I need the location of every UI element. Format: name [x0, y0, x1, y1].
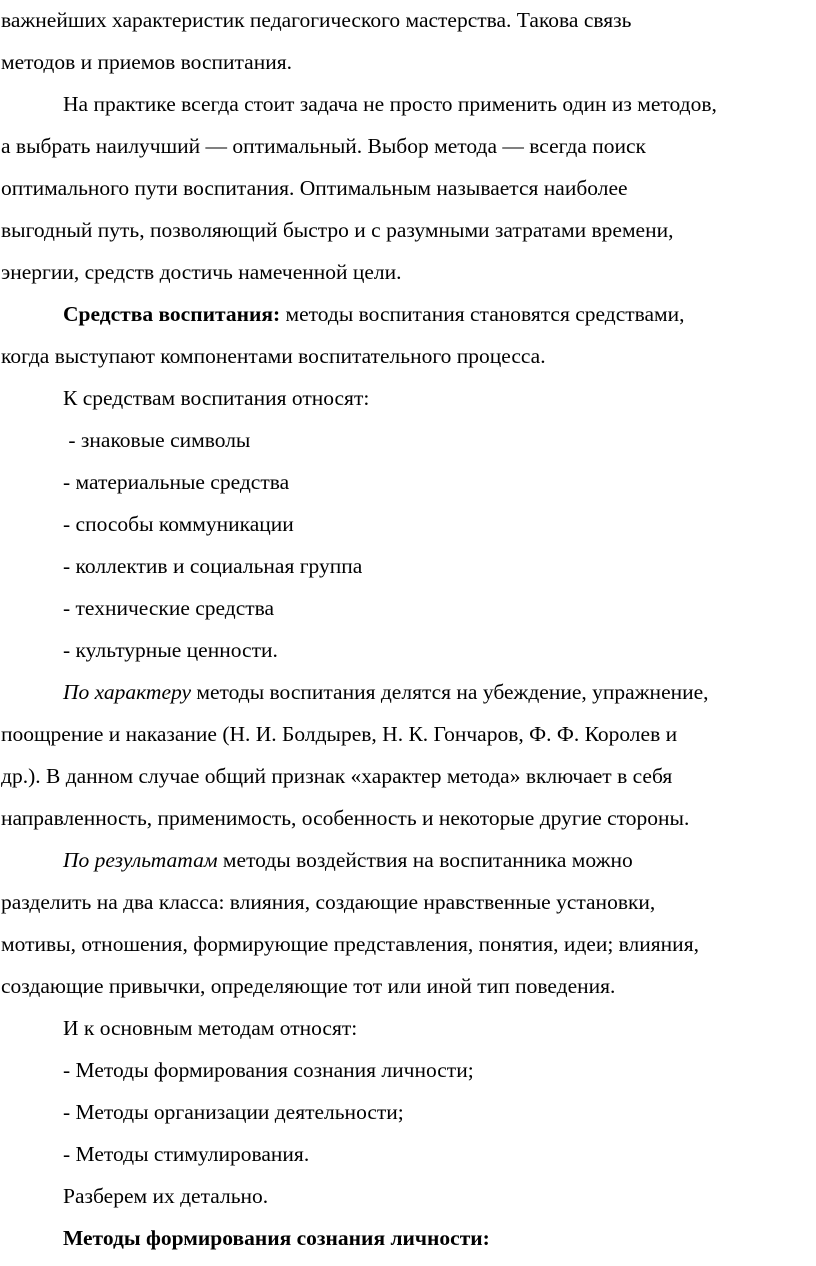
text-line: разделить на два класса: влияния, создающие нравственные установки, — [1, 890, 656, 914]
text-line: когда выступают компонентами воспитательного процесса. — [1, 344, 546, 368]
section-heading — [1, 1217, 813, 1259]
text-line: методов и приемов воспитания. — [1, 50, 292, 74]
term-italic: По характеру — [63, 680, 192, 704]
list-item: - Методы формирования сознания личности; — [63, 1058, 474, 1082]
list-item: - культурные ценности. — [63, 638, 278, 662]
text-line: методы воспитания делятся на убеждение, упражнение, — [191, 680, 709, 704]
text-line: др.). В данном случае общий признак «характер метода» включает в себя — [1, 764, 673, 788]
closing-line: Разберем их детально. — [63, 1184, 269, 1208]
text-line: оптимального пути воспитания. Оптимальным называется наиболее — [1, 176, 628, 200]
list-item: - материальные средства — [63, 470, 290, 494]
text-line: выгодный путь, позволяющий быстро и с разумными затратами времени, — [1, 218, 674, 242]
paragraph-by-character — [1, 671, 813, 839]
paragraph-means-of-education — [1, 293, 813, 377]
text-line: мотивы, отношения, формирующие представления, понятия, идеи; влияния, — [1, 932, 699, 956]
text-line: методы воздействия на воспитанника можно — [217, 848, 633, 872]
text-line: важнейших характеристик педагогического мастерства. Такова связь — [1, 8, 632, 32]
paragraph-by-results — [1, 839, 813, 1007]
text-line: энергии, средств достичь намеченной цели. — [1, 260, 402, 284]
list-item: - знаковые символы — [63, 428, 251, 452]
list-item: - коллектив и социальная группа — [63, 554, 363, 578]
list-item: - способы коммуникации — [63, 512, 294, 536]
paragraph-optimal-method — [1, 83, 813, 293]
main-methods-intro: И к основным методам относят: — [63, 1016, 358, 1040]
list-item: - Методы организации деятельности; — [63, 1100, 404, 1124]
text-line: поощрение и наказание (Н. И. Болдырев, Н. К. Гончаров, Ф. Ф. Королев и — [1, 722, 678, 746]
text-line: На практике всегда стоит задача не просто применить один из методов, — [63, 92, 717, 116]
text-line: создающие привычки, определяющие тот или иной тип поведения. — [1, 974, 616, 998]
means-intro: К средствам воспитания относят: — [63, 386, 370, 410]
text-line: а выбрать наилучший — оптимальный. Выбор метода — всегда поиск — [1, 134, 646, 158]
document-body — [1, 0, 813, 1259]
term-italic: По результатам — [63, 848, 218, 872]
text-line: направленность, применимость, особенность и некоторые другие стороны. — [1, 806, 690, 830]
list-item: - технические средства — [63, 596, 275, 620]
term-bold: Средства воспитания: — [63, 302, 281, 326]
paragraph-continuation — [1, 0, 813, 83]
section-heading-text: Методы формирования сознания личности: — [63, 1226, 490, 1250]
list-item: - Методы стимулирования. — [63, 1142, 310, 1166]
text-line: методы воспитания становятся средствами, — [280, 302, 685, 326]
